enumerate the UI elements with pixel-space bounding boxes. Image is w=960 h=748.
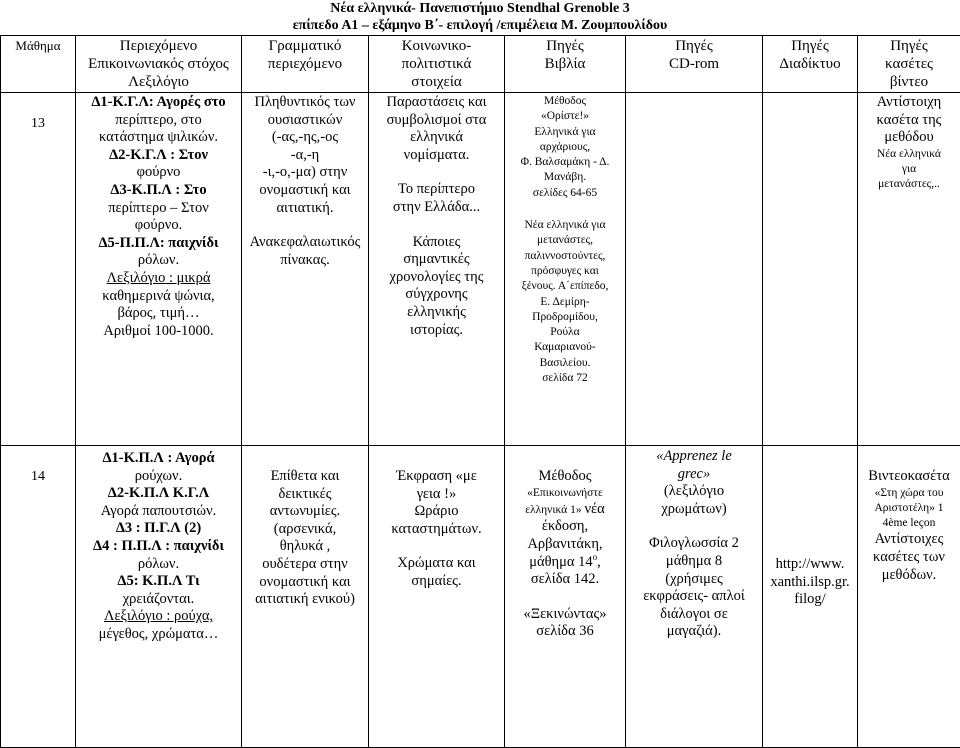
header-text: περιεχόμενο	[245, 55, 365, 73]
cell-line: στην Ελλάδα...	[372, 199, 501, 217]
cell-line: δεικτικές	[245, 486, 365, 504]
sociocultural-cell	[369, 446, 505, 748]
cell-line: ρούχων.	[79, 468, 238, 486]
video-cell	[858, 93, 960, 446]
cell-line: ονομαστική και	[245, 182, 365, 200]
cell-line: Ε. Δεμίρη-	[508, 295, 622, 310]
header-text: Βιβλία	[508, 55, 622, 73]
header-text: Επικοινωνιακός στόχος	[79, 55, 238, 73]
cell-line: πρόσφυγες και	[508, 264, 622, 279]
cell-line: ρόλων.	[79, 252, 238, 270]
header-text: Λεξιλόγιο	[79, 73, 238, 91]
cell-line: Δ5-Π.Π.Λ: παιχνίδι	[79, 235, 238, 253]
cell-line: μέγεθος, χρώματα…	[79, 626, 238, 644]
cell-line: φούρνο	[79, 164, 238, 182]
header-row	[1, 36, 960, 93]
cell-line: αιτιατική ενικού)	[245, 591, 365, 609]
cell-line: Πληθυντικός των	[245, 94, 365, 112]
header-text: πολιτιστικά	[372, 55, 501, 73]
cell-line: ουδέτερα στην	[245, 556, 365, 574]
book-text: μάθημα 14	[529, 554, 592, 570]
spacer	[245, 217, 365, 234]
cell-line: Κάποιες	[372, 234, 501, 252]
cell-line: σημαίες.	[372, 573, 501, 591]
book-line: έκδοση,	[508, 518, 622, 536]
cell-line: Λεξιλόγιο : μικρά	[79, 270, 238, 288]
cell-line: κασέτα της	[861, 112, 957, 130]
cell-line: συμβολισμοί στα	[372, 112, 501, 130]
book-line: «Ξεκινώντας»	[508, 606, 622, 624]
cell-line: ελληνικά	[372, 129, 501, 147]
cell-line: Δ2-Κ.Γ.Λ : Στον	[79, 147, 238, 165]
cell-line: περίπτερο, στο	[79, 112, 238, 130]
cell-line: νομίσματα.	[372, 147, 501, 165]
cell-line: Δ2-Κ.Π.Λ Κ.Γ.Λ	[79, 485, 238, 503]
header-text: Πηγές	[629, 37, 759, 55]
cell-line: χρειάζονται.	[79, 591, 238, 609]
cell-line: Επίθετα και	[245, 468, 365, 486]
cell-line: ελληνικής	[372, 304, 501, 322]
book-text: ,	[597, 554, 601, 570]
book-line: σελίδα 36	[508, 623, 622, 641]
cell-line: Αριστοτέλη» 1	[861, 501, 957, 516]
cell-line: (αρσενικά,	[245, 521, 365, 539]
cell-line: Φιλογλωσσία 2	[629, 535, 759, 553]
cell-line: περίπτερο – Στον	[79, 200, 238, 218]
header-internet	[763, 36, 858, 93]
cell-line: καθημερινά ψώνια,	[79, 288, 238, 306]
cell-line: κασέτες των	[861, 549, 957, 567]
cell-line: καταστημάτων.	[372, 521, 501, 539]
subtitle-line: επίπεδο Α1 – εξάμηνο Β΄- επιλογή /επιμέλεια Μ. Ζουμπουλίδου	[0, 17, 960, 34]
content-cell	[76, 446, 242, 748]
cell-line: μετανάστες,..	[861, 177, 957, 192]
cell-line: σελίδες 64-65	[508, 186, 622, 201]
cell-line: «Στη χώρα του	[861, 486, 957, 501]
header-cdrom	[626, 36, 763, 93]
header-books	[505, 36, 626, 93]
cell-line: Προδρομίδου,	[508, 310, 622, 325]
cell-line: Ανακεφαλαιωτικός	[245, 234, 365, 252]
cell-line: Έκφραση «με	[372, 468, 501, 486]
cell-line: θηλυκά ,	[245, 538, 365, 556]
cell-line: αντωνυμίες.	[245, 503, 365, 521]
book-line: «Επικοινωνήστε	[508, 486, 622, 501]
cell-line: Δ3-Κ.Π.Λ : Στο	[79, 182, 238, 200]
cell-line: μαγαζιά).	[629, 623, 759, 641]
book-line	[508, 501, 622, 519]
lesson-number: 13	[1, 93, 76, 446]
cell-line: χρωμάτων)	[629, 501, 759, 519]
content-cell	[76, 93, 242, 446]
book-line	[508, 554, 622, 572]
spacer	[372, 164, 501, 181]
cell-line: γεια !»	[372, 486, 501, 504]
grammar-cell	[242, 93, 369, 446]
header-text: Πηγές	[861, 37, 957, 55]
cell-line: για	[861, 162, 957, 177]
header-text: CD-rom	[629, 55, 759, 73]
cell-line: filog/	[766, 591, 854, 609]
cell-line: ιστορίας.	[372, 322, 501, 340]
header-text: Πηγές	[766, 37, 854, 55]
document-title	[0, 0, 960, 34]
cell-line: αρχάριους,	[508, 140, 622, 155]
cell-line: «Ορίστε!»	[508, 109, 622, 124]
books-cell	[505, 93, 626, 446]
cell-line: μεθόδου	[861, 129, 957, 147]
cdrom-cell	[626, 446, 763, 748]
header-video	[858, 36, 960, 93]
cell-line: ουσιαστικών	[245, 112, 365, 130]
book-line: Αρβανιτάκη,	[508, 536, 622, 554]
book-text: νέα	[584, 501, 604, 517]
cell-line: Βασιλείου.	[508, 356, 622, 371]
internet-cell	[763, 446, 858, 748]
cell-line: -ι,-ο,-μα) στην	[245, 164, 365, 182]
cdrom-cell	[626, 93, 763, 446]
cell-line: (λεξιλόγιο	[629, 483, 759, 501]
cell-line: σύγχρονης	[372, 286, 501, 304]
header-text: κασέτες	[861, 55, 957, 73]
lesson-row-13	[1, 93, 960, 446]
cell-line: αιτιατική.	[245, 200, 365, 218]
header-text: Γραμματικό	[245, 37, 365, 55]
cdrom-title: «Apprenez le	[629, 448, 759, 466]
cell-line: (χρήσιμες	[629, 571, 759, 589]
header-grammar	[242, 36, 369, 93]
book-sup: ο	[593, 552, 598, 562]
cell-line: xanthi.ilsp.gr.	[766, 574, 854, 592]
spacer	[508, 201, 622, 218]
cell-line: Το περίπτερο	[372, 181, 501, 199]
cell-line: -α,-η	[245, 147, 365, 165]
book-text: ελληνικά 1»	[525, 504, 584, 516]
spacer	[629, 518, 759, 535]
book-line: σελίδα 142.	[508, 571, 622, 589]
cell-line: (-ας,-ης,-ος	[245, 129, 365, 147]
cell-line: Αριθμοί 100-1000.	[79, 323, 238, 341]
cell-line: Χρώματα και	[372, 555, 501, 573]
lesson-row-14	[1, 446, 960, 748]
spacer	[372, 538, 501, 555]
header-sociocultural	[369, 36, 505, 93]
cell-line: σελίδα 72	[508, 371, 622, 386]
title-line: Νέα ελληνικά- Πανεπιστήμιο Stendhal Grenoble 3	[0, 0, 960, 17]
cell-line: διάλογοι σε	[629, 606, 759, 624]
header-content	[76, 36, 242, 93]
cell-line: Ελληνικά για	[508, 125, 622, 140]
cell-line: ξένους. Α΄επίπεδο,	[508, 279, 622, 294]
cell-line: Ρούλα	[508, 325, 622, 340]
cell-line: 4ème leçon	[861, 516, 957, 531]
cell-line: Δ1-Κ.Π.Λ : Αγορά	[79, 450, 238, 468]
books-cell	[505, 446, 626, 748]
cell-line: Δ4 : Π.Π.Λ : παιχνίδι	[79, 538, 238, 556]
cell-line: εκφράσεις- απλοί	[629, 588, 759, 606]
cell-line: Αντίστοιχη	[861, 94, 957, 112]
spacer	[508, 589, 622, 606]
cell-line: μετανάστες,	[508, 233, 622, 248]
cell-line: βάρος, τιμή…	[79, 305, 238, 323]
video-cell	[858, 446, 960, 748]
header-text: Πηγές	[508, 37, 622, 55]
header-text: Περιεχόμενο	[79, 37, 238, 55]
cell-line: Καμαριανού-	[508, 340, 622, 355]
cell-line: ονομαστική και	[245, 574, 365, 592]
internet-cell	[763, 93, 858, 446]
header-text: Διαδίκτυο	[766, 55, 854, 73]
sociocultural-cell	[369, 93, 505, 446]
cell-line: Βιντεοκασέτα	[861, 468, 957, 486]
cell-line: Μέθοδος	[508, 94, 622, 109]
cell-line: Παραστάσεις και	[372, 94, 501, 112]
cell-line: μεθόδων.	[861, 567, 957, 585]
cell-line: Δ3 : Π.Γ.Λ (2)	[79, 520, 238, 538]
cell-line: ρόλων.	[79, 556, 238, 574]
cell-line: Φ. Βαλσαμάκη - Δ.	[508, 155, 622, 170]
cdrom-title: grec»	[629, 466, 759, 484]
cell-line: Δ1-Κ.Γ.Λ: Αγορές στο	[79, 94, 238, 112]
lesson-number: 14	[1, 446, 76, 748]
spacer	[372, 217, 501, 234]
cell-line: Ωράριο	[372, 503, 501, 521]
cell-line: φούρνο.	[79, 217, 238, 235]
cell-line: Αντίστοιχες	[861, 531, 957, 549]
cell-line: Νέα ελληνικά	[861, 147, 957, 162]
syllabus-table	[0, 35, 960, 748]
cell-line: Νέα ελληνικά για	[508, 218, 622, 233]
cell-line: κατάστημα ψιλικών.	[79, 129, 238, 147]
header-text: Κοινωνικο-	[372, 37, 501, 55]
cell-line: μάθημα 8	[629, 553, 759, 571]
cell-line: Μανάβη.	[508, 170, 622, 185]
cell-line: Αγορά παπουτσιών.	[79, 503, 238, 521]
cell-line: παλιννοστούντες,	[508, 249, 622, 264]
grammar-cell	[242, 446, 369, 748]
cell-line: σημαντικές	[372, 251, 501, 269]
cdrom-details	[629, 483, 759, 641]
book-line: Μέθοδος	[508, 468, 622, 486]
header-lesson: Μάθημα	[1, 36, 76, 93]
cell-line: http://www.	[766, 556, 854, 574]
header-text: βίντεο	[861, 73, 957, 91]
header-text: στοιχεία	[372, 73, 501, 91]
cell-line: Δ5: Κ.Π.Λ Τι	[79, 573, 238, 591]
cell-line: χρονολογίες της	[372, 269, 501, 287]
cell-line: πίνακας.	[245, 252, 365, 270]
cell-line: Λεξιλόγιο : ρούχα,	[79, 608, 238, 626]
